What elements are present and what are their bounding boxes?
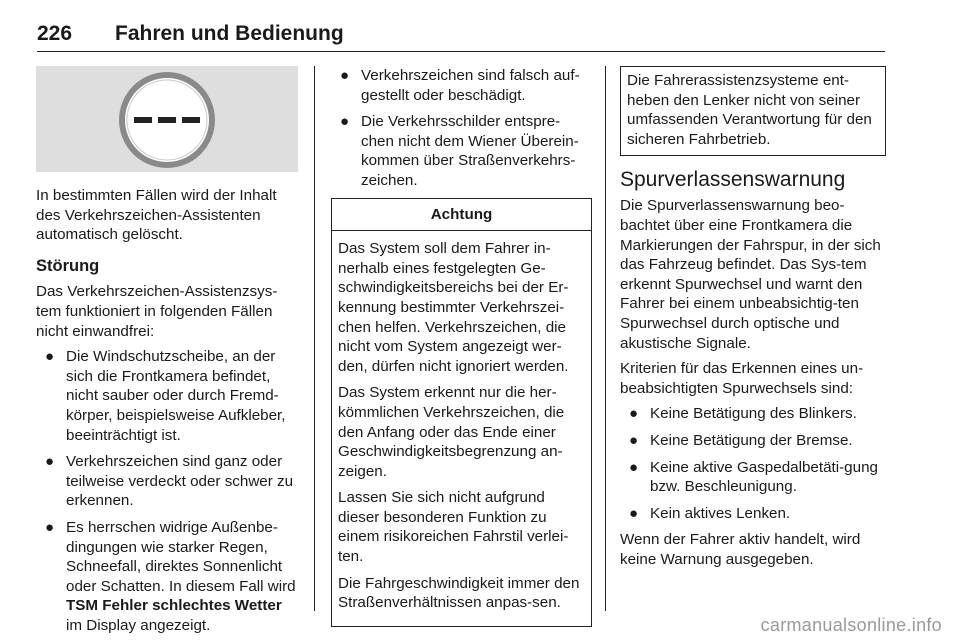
list-item-text: Keine Betätigung der Bremse. (650, 431, 853, 449)
list-item (36, 518, 298, 636)
lane-warning-paragraph: Die Spurverlassenswarnung beo-bachtet über eine Frontkamera die Markierungen der Fahrspur, in der sich das Fahrzeug befindet. Das Sys-tem erkennt Spurwechsel und warnt den Fahrer bei einem unbeabsichtig-ten Spurwechsel durch optische und akustische Signale. (620, 197, 881, 352)
page-number: 226 (37, 22, 73, 45)
column-3 (620, 66, 886, 575)
list-item (620, 431, 886, 451)
bullet-icon: ● (629, 431, 639, 449)
intro-paragraph: In bestimmten Fällen wird der Inhalt des Verkehrszeichen-Assistenten automatisch gelöscht. (36, 187, 277, 244)
list-item (331, 112, 592, 190)
list-item (36, 347, 298, 445)
bullet-icon: ● (45, 348, 55, 366)
stoerung-paragraph: Das Verkehrszeichen-Assistenzsys-tem funktioniert in folgenden Fällen nicht einwandfrei: (36, 283, 278, 340)
bullet-icon: ● (629, 504, 639, 522)
end-of-restriction-sign-icon (118, 71, 216, 169)
list-item-text: Die Windschutzscheibe, an der sich die Frontkamera befindet, nicht sauber oder durch Fremd-körper, beispielsweise Aufkleber, beeinträchtigt ist. (66, 348, 286, 444)
closing-paragraph: Wenn der Fahrer aktiv handelt, wird keine Warnung ausgegeben. (620, 531, 861, 568)
list-item-text (66, 519, 296, 634)
section-heading-spurverlassenswarnung: Spurverlassenswarnung (620, 168, 846, 192)
watermark: carmanualsonline.info (760, 615, 942, 635)
bullet-icon: ● (45, 453, 55, 471)
stoerung-list-continued (331, 66, 592, 191)
display-message: TSM Fehler schlechtes Wetter (66, 597, 282, 615)
bullet-icon: ● (629, 405, 639, 423)
list-item-text: Keine aktive Gaspedalbetäti-gung bzw. Beschleunigung. (650, 458, 878, 496)
warning-box (331, 198, 592, 627)
warning-paragraph: Lassen Sie sich nicht aufgrund dieser besonderen Funktion zu einem risikoreichen Fahrstil verlei-ten. (338, 489, 569, 566)
bullet-icon: ● (45, 518, 55, 536)
bullet-icon: ● (340, 113, 350, 131)
list-item (620, 504, 886, 524)
list-item-text-part: Es herrschen widrige Außenbe-dingungen wie starker Regen, Schneefall, direktes Sonnenlicht oder Schatten. In diesem Fall wird (66, 518, 296, 595)
page-header (37, 18, 885, 52)
list-item-text-part: im Display angezeigt. (66, 616, 211, 634)
list-item (331, 66, 592, 105)
warning-paragraph: Die Fahrgeschwindigkeit immer den Straßenverhältnissen anpas-sen. (338, 574, 580, 612)
bullet-icon: ● (629, 458, 639, 476)
chapter-title: Fahren und Bedienung (115, 22, 344, 45)
bullet-icon: ● (340, 67, 350, 84)
list-item-text: Kein aktives Lenken. (650, 504, 791, 522)
warning-paragraph: Das System soll dem Fahrer in-nerhalb eines festgelegten Ge-schwindigkeitsbereichs bei der Er-kennung bestimmter Verkehrszei-chen helfen. Verkehrszeichen, die nicht vom System angezeigt wer-den, dürfen nicht ignoriert werden. (338, 240, 569, 375)
warning-body (332, 231, 591, 626)
list-item-text: Verkehrszeichen sind ganz oder teilweise verdeckt oder schwer zu erkennen. (66, 453, 294, 510)
criteria-paragraph: Kriterien für das Erkennen eines un-beabsichtigten Spurwechsels sind: (620, 360, 864, 397)
sign-illustration (36, 66, 298, 172)
column-divider-1 (314, 66, 315, 611)
column-1 (36, 66, 298, 642)
list-item-text: Keine Betätigung des Blinkers. (650, 405, 857, 423)
list-item-text: Verkehrszeichen sind falsch auf-gestellt oder beschädigt. (361, 67, 580, 104)
warning-title: Achtung (332, 199, 591, 232)
stoerung-list (36, 347, 298, 635)
criteria-list (620, 404, 886, 523)
column-divider-2 (605, 66, 606, 611)
list-item (620, 458, 886, 497)
list-item-text: Die Verkehrsschilder entspre-chen nicht dem Wiener Überein-kommen über Straßenverkehrs-zeichen. (361, 113, 579, 189)
note-box: Die Fahrerassistenzsysteme ent-heben den Lenker nicht von seiner umfassenden Verantwortung für den sicheren Fahrbetrieb. (620, 66, 886, 156)
list-item (36, 452, 298, 511)
column-2 (331, 66, 592, 627)
section-heading-stoerung: Störung (36, 256, 100, 275)
warning-paragraph: Das System erkennt nur die her-kömmlichen Verkehrszeichen, die den Anfang oder das Ende einer Geschwindigkeitsbegrenzung an-zeigen. (338, 384, 565, 480)
list-item (620, 404, 886, 424)
